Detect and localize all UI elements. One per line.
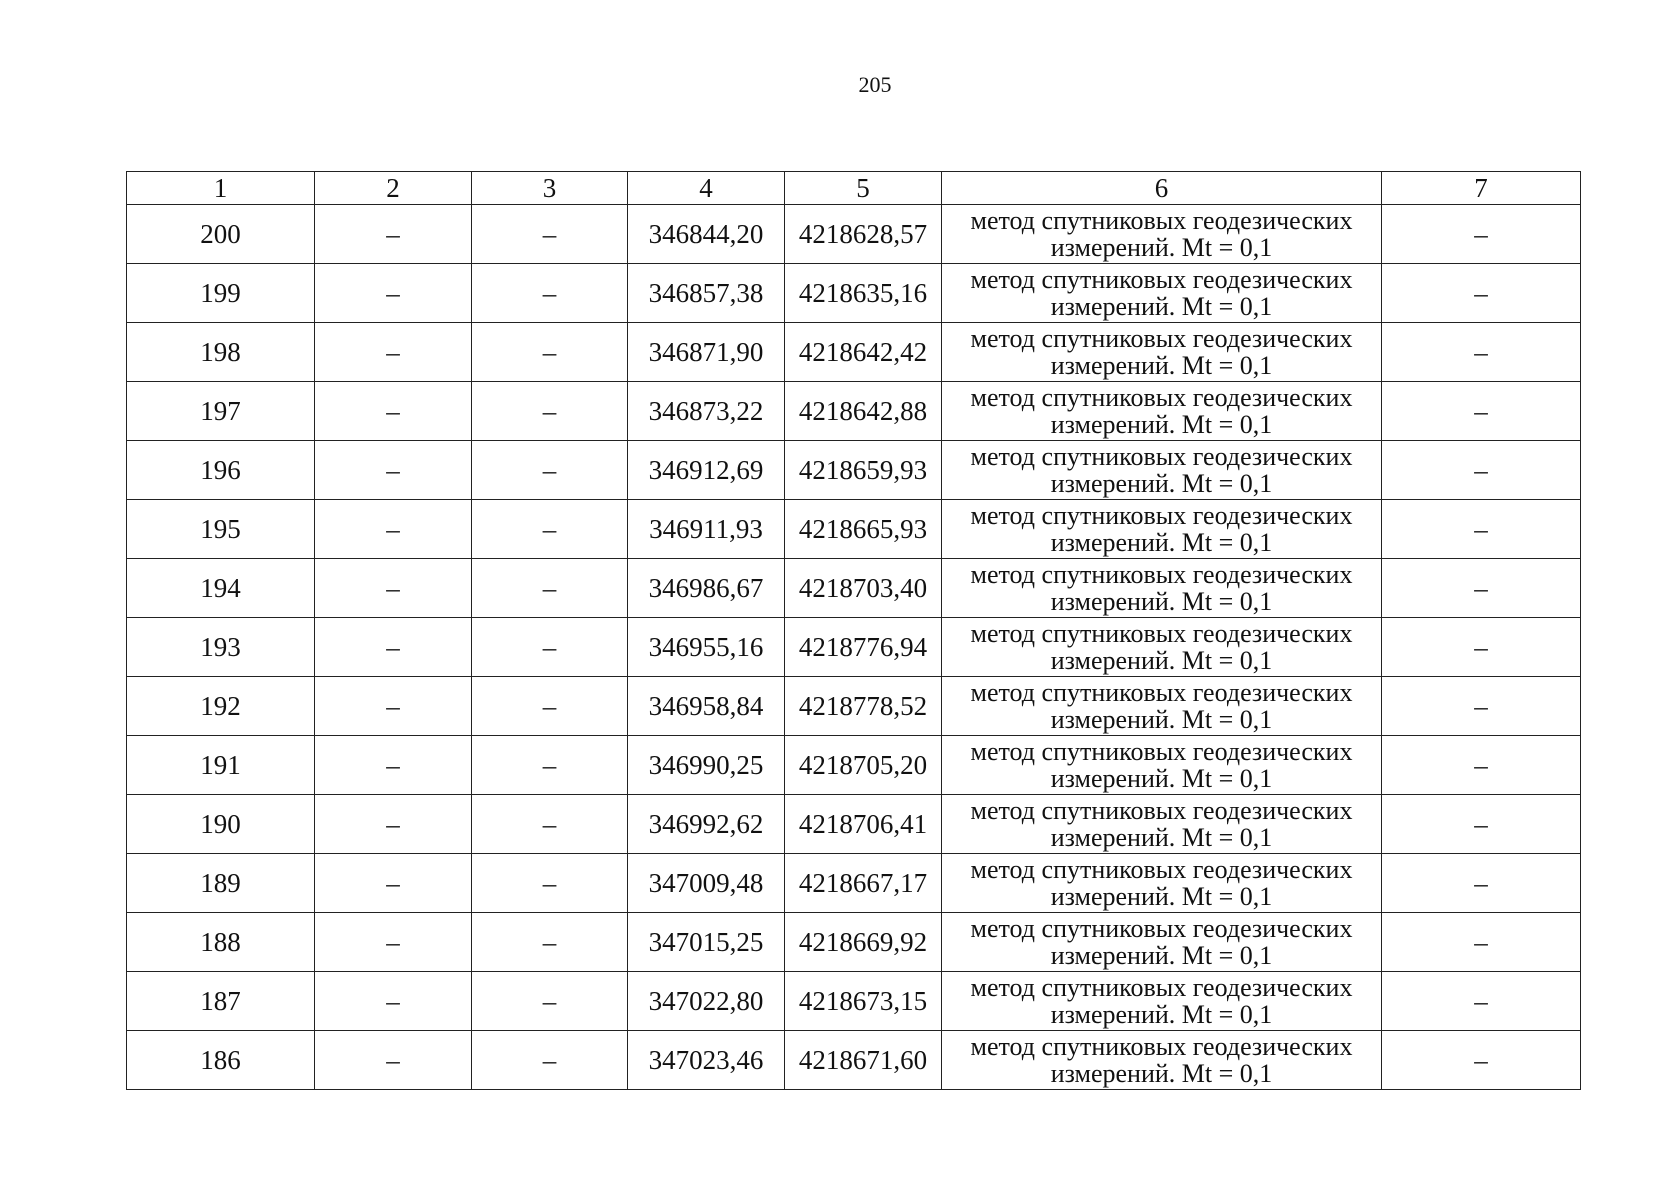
col3-cell: – xyxy=(472,382,628,441)
table-row xyxy=(127,441,1581,500)
point-number-cell: 196 xyxy=(127,441,315,500)
method-line-2: измерений. Mt = 0,1 xyxy=(1050,646,1273,675)
col3-cell: – xyxy=(472,618,628,677)
method-line-2: измерений. Mt = 0,1 xyxy=(1050,410,1273,439)
method-line-1: метод спутниковых геодезических xyxy=(970,560,1353,589)
col7-cell: – xyxy=(1382,677,1581,736)
col2-cell: – xyxy=(315,854,472,913)
col2-cell: – xyxy=(315,323,472,382)
method-cell xyxy=(942,913,1382,972)
method-line-1: метод спутниковых геодезических xyxy=(970,678,1353,707)
method-cell xyxy=(942,677,1382,736)
table-row xyxy=(127,559,1581,618)
method-cell xyxy=(942,323,1382,382)
page-number: 205 xyxy=(858,72,892,97)
x-coordinate-cell: 346857,38 xyxy=(628,264,785,323)
table-row xyxy=(127,500,1581,559)
header-cell-3: 3 xyxy=(472,172,628,205)
col3-cell: – xyxy=(472,795,628,854)
y-coordinate-cell: 4218659,93 xyxy=(785,441,942,500)
col7-cell: – xyxy=(1382,500,1581,559)
col2-cell: – xyxy=(315,559,472,618)
y-coordinate-cell: 4218642,88 xyxy=(785,382,942,441)
method-line-1: метод спутниковых геодезических xyxy=(970,619,1353,648)
header-cell-6: 6 xyxy=(942,172,1382,205)
table-row xyxy=(127,677,1581,736)
col2-cell: – xyxy=(315,500,472,559)
y-coordinate-cell: 4218671,60 xyxy=(785,1031,942,1090)
x-coordinate-cell: 346986,67 xyxy=(628,559,785,618)
x-coordinate-cell: 346990,25 xyxy=(628,736,785,795)
method-line-1: метод спутниковых геодезических xyxy=(970,206,1353,235)
x-coordinate-cell: 347023,46 xyxy=(628,1031,785,1090)
method-cell xyxy=(942,736,1382,795)
y-coordinate-cell: 4218706,41 xyxy=(785,795,942,854)
col2-cell: – xyxy=(315,795,472,854)
method-line-2: измерений. Mt = 0,1 xyxy=(1050,528,1273,557)
point-number-cell: 192 xyxy=(127,677,315,736)
method-line-1: метод спутниковых геодезических xyxy=(970,383,1353,412)
point-number-cell: 193 xyxy=(127,618,315,677)
coordinates-table xyxy=(126,171,1581,1090)
header-cell-4: 4 xyxy=(628,172,785,205)
method-cell xyxy=(942,205,1382,264)
table-row xyxy=(127,736,1581,795)
col2-cell: – xyxy=(315,677,472,736)
method-cell xyxy=(942,972,1382,1031)
col2-cell: – xyxy=(315,736,472,795)
header-cell-7: 7 xyxy=(1382,172,1581,205)
col3-cell: – xyxy=(472,500,628,559)
col3-cell: – xyxy=(472,913,628,972)
point-number-cell: 190 xyxy=(127,795,315,854)
method-cell xyxy=(942,382,1382,441)
method-line-1: метод спутниковых геодезических xyxy=(970,855,1353,884)
method-line-2: измерений. Mt = 0,1 xyxy=(1050,764,1273,793)
col3-cell: – xyxy=(472,972,628,1031)
method-line-1: метод спутниковых геодезических xyxy=(970,973,1353,1002)
method-line-1: метод спутниковых геодезических xyxy=(970,442,1353,471)
col3-cell: – xyxy=(472,1031,628,1090)
method-line-1: метод спутниковых геодезических xyxy=(970,796,1353,825)
y-coordinate-cell: 4218642,42 xyxy=(785,323,942,382)
point-number-cell: 195 xyxy=(127,500,315,559)
header-row xyxy=(127,172,1581,205)
col7-cell: – xyxy=(1382,205,1581,264)
col3-cell: – xyxy=(472,323,628,382)
method-line-2: измерений. Mt = 0,1 xyxy=(1050,233,1273,262)
method-cell xyxy=(942,618,1382,677)
point-number-cell: 199 xyxy=(127,264,315,323)
point-number-cell: 198 xyxy=(127,323,315,382)
method-cell xyxy=(942,795,1382,854)
method-line-1: метод спутниковых геодезических xyxy=(970,265,1353,294)
y-coordinate-cell: 4218635,16 xyxy=(785,264,942,323)
table-row xyxy=(127,1031,1581,1090)
point-number-cell: 194 xyxy=(127,559,315,618)
col3-cell: – xyxy=(472,559,628,618)
header-cell-5: 5 xyxy=(785,172,942,205)
method-line-1: метод спутниковых геодезических xyxy=(970,324,1353,353)
col7-cell: – xyxy=(1382,323,1581,382)
x-coordinate-cell: 347009,48 xyxy=(628,854,785,913)
header-cell-1: 1 xyxy=(127,172,315,205)
method-line-2: измерений. Mt = 0,1 xyxy=(1050,469,1273,498)
col3-cell: – xyxy=(472,264,628,323)
method-line-2: измерений. Mt = 0,1 xyxy=(1050,587,1273,616)
point-number-cell: 187 xyxy=(127,972,315,1031)
method-line-2: измерений. Mt = 0,1 xyxy=(1050,1000,1273,1029)
col2-cell: – xyxy=(315,205,472,264)
col7-cell: – xyxy=(1382,913,1581,972)
table-row xyxy=(127,972,1581,1031)
method-line-2: измерений. Mt = 0,1 xyxy=(1050,882,1273,911)
header-cell-2: 2 xyxy=(315,172,472,205)
method-cell xyxy=(942,559,1382,618)
point-number-cell: 189 xyxy=(127,854,315,913)
method-cell xyxy=(942,500,1382,559)
y-coordinate-cell: 4218665,93 xyxy=(785,500,942,559)
method-line-1: метод спутниковых геодезических xyxy=(970,501,1353,530)
col2-cell: – xyxy=(315,972,472,1031)
col7-cell: – xyxy=(1382,441,1581,500)
col7-cell: – xyxy=(1382,854,1581,913)
col7-cell: – xyxy=(1382,382,1581,441)
col2-cell: – xyxy=(315,382,472,441)
y-coordinate-cell: 4218703,40 xyxy=(785,559,942,618)
col7-cell: – xyxy=(1382,736,1581,795)
point-number-cell: 191 xyxy=(127,736,315,795)
method-cell xyxy=(942,264,1382,323)
x-coordinate-cell: 346911,93 xyxy=(628,500,785,559)
coordinates-table-container xyxy=(126,171,1580,1090)
point-number-cell: 186 xyxy=(127,1031,315,1090)
method-line-2: измерений. Mt = 0,1 xyxy=(1050,941,1273,970)
table-row xyxy=(127,854,1581,913)
col3-cell: – xyxy=(472,205,628,264)
table-row xyxy=(127,323,1581,382)
y-coordinate-cell: 4218667,17 xyxy=(785,854,942,913)
col7-cell: – xyxy=(1382,1031,1581,1090)
method-line-2: измерений. Mt = 0,1 xyxy=(1050,823,1273,852)
col2-cell: – xyxy=(315,618,472,677)
col7-cell: – xyxy=(1382,972,1581,1031)
col3-cell: – xyxy=(472,736,628,795)
y-coordinate-cell: 4218776,94 xyxy=(785,618,942,677)
y-coordinate-cell: 4218705,20 xyxy=(785,736,942,795)
y-coordinate-cell: 4218628,57 xyxy=(785,205,942,264)
x-coordinate-cell: 346992,62 xyxy=(628,795,785,854)
table-body xyxy=(127,205,1581,1090)
method-cell xyxy=(942,1031,1382,1090)
col7-cell: – xyxy=(1382,618,1581,677)
x-coordinate-cell: 346955,16 xyxy=(628,618,785,677)
table-row xyxy=(127,264,1581,323)
col7-cell: – xyxy=(1382,795,1581,854)
x-coordinate-cell: 346873,22 xyxy=(628,382,785,441)
method-line-1: метод спутниковых геодезических xyxy=(970,737,1353,766)
x-coordinate-cell: 346912,69 xyxy=(628,441,785,500)
y-coordinate-cell: 4218778,52 xyxy=(785,677,942,736)
table-row xyxy=(127,913,1581,972)
col7-cell: – xyxy=(1382,264,1581,323)
y-coordinate-cell: 4218669,92 xyxy=(785,913,942,972)
col3-cell: – xyxy=(472,441,628,500)
y-coordinate-cell: 4218673,15 xyxy=(785,972,942,1031)
point-number-cell: 188 xyxy=(127,913,315,972)
method-line-1: метод спутниковых геодезических xyxy=(970,1032,1353,1061)
x-coordinate-cell: 346844,20 xyxy=(628,205,785,264)
col2-cell: – xyxy=(315,1031,472,1090)
method-cell xyxy=(942,854,1382,913)
method-line-2: измерений. Mt = 0,1 xyxy=(1050,705,1273,734)
method-line-2: измерений. Mt = 0,1 xyxy=(1050,1059,1273,1088)
col2-cell: – xyxy=(315,913,472,972)
col3-cell: – xyxy=(472,677,628,736)
col2-cell: – xyxy=(315,264,472,323)
table-row xyxy=(127,795,1581,854)
x-coordinate-cell: 347015,25 xyxy=(628,913,785,972)
x-coordinate-cell: 346958,84 xyxy=(628,677,785,736)
method-line-1: метод спутниковых геодезических xyxy=(970,914,1353,943)
col7-cell: – xyxy=(1382,559,1581,618)
point-number-cell: 197 xyxy=(127,382,315,441)
col2-cell: – xyxy=(315,441,472,500)
x-coordinate-cell: 346871,90 xyxy=(628,323,785,382)
method-line-2: измерений. Mt = 0,1 xyxy=(1050,292,1273,321)
method-line-2: измерений. Mt = 0,1 xyxy=(1050,351,1273,380)
table-row xyxy=(127,618,1581,677)
x-coordinate-cell: 347022,80 xyxy=(628,972,785,1031)
method-cell xyxy=(942,441,1382,500)
col3-cell: – xyxy=(472,854,628,913)
table-row xyxy=(127,205,1581,264)
point-number-cell: 200 xyxy=(127,205,315,264)
table-row xyxy=(127,382,1581,441)
